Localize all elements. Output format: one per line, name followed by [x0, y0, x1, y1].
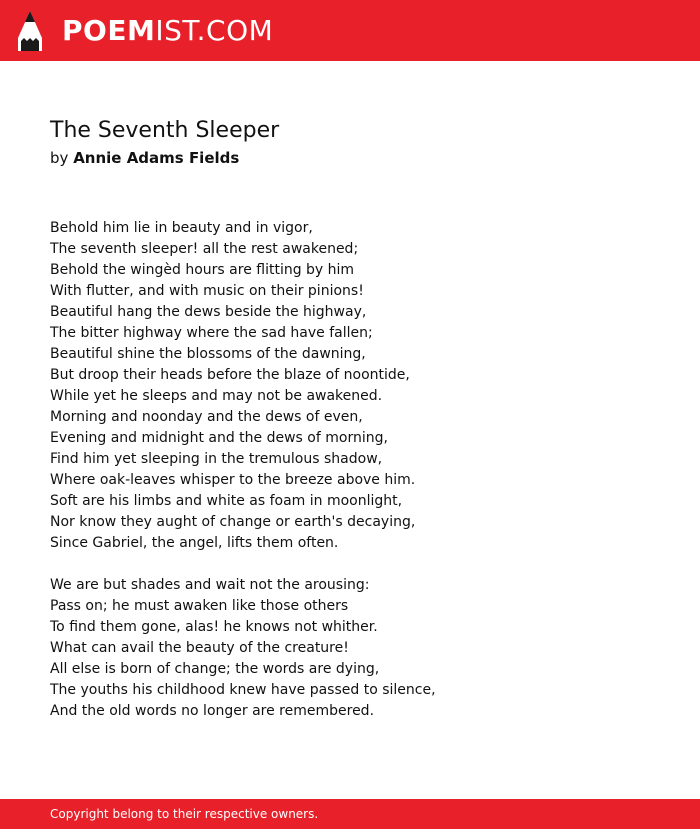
poem-line: Evening and midnight and the dews of morning, — [50, 430, 388, 446]
poem-title: The Seventh Sleeper — [50, 118, 280, 143]
poem-stanza — [50, 575, 670, 722]
poem-line: Pass on; he must awaken like those others — [50, 598, 349, 614]
site-footer — [0, 799, 700, 829]
site-header — [0, 0, 700, 61]
poem-line: Beautiful hang the dews beside the highway, — [50, 304, 367, 320]
poem-line: Behold him lie in beauty and in vigor, — [50, 220, 313, 236]
site-logo[interactable] — [62, 14, 273, 48]
logo-bold-text: POEM — [62, 14, 156, 47]
poem-line: Behold the wingèd hours are flitting by him — [50, 262, 355, 278]
poem-line: Soft are his limbs and white as foam in moonlight, — [50, 493, 403, 509]
poem-author: Annie Adams Fields — [73, 149, 240, 167]
poem-line: Where oak-leaves whisper to the breeze above him. — [50, 472, 416, 488]
poem-line: The seventh sleeper! all the rest awakened; — [50, 241, 359, 257]
poem-line: Beautiful shine the blossoms of the dawning, — [50, 346, 366, 362]
poem-line: To find them gone, alas! he knows not whither. — [50, 619, 378, 635]
poem-line: And the old words no longer are remembered. — [50, 703, 375, 719]
poem-line: Morning and noonday and the dews of even, — [50, 409, 363, 425]
pencil-tip-icon[interactable] — [16, 10, 44, 52]
poem-line: We are but shades and wait not the arousing: — [50, 577, 370, 593]
poem-line: The bitter highway where the sad have fallen; — [50, 325, 373, 341]
poem-line: But droop their heads before the blaze of noontide, — [50, 367, 410, 383]
poem-line: With flutter, and with music on their pinions! — [50, 283, 364, 299]
poem-line: The youths his childhood knew have passed to silence, — [50, 682, 436, 698]
poem-body — [50, 218, 670, 722]
poem-stanza — [50, 218, 670, 554]
poem-line: Since Gabriel, the angel, lifts them often. — [50, 535, 339, 551]
poem-line: All else is born of change; the words are dying, — [50, 661, 380, 677]
byline-prefix: by — [50, 149, 69, 167]
poem-line: While yet he sleeps and may not be awakened. — [50, 388, 383, 404]
poem-line: Nor know they aught of change or earth's decaying, — [50, 514, 416, 530]
poem-byline — [50, 148, 239, 168]
footer-copyright: Copyright belong to their respective owners. — [50, 807, 319, 821]
poem-line: Find him yet sleeping in the tremulous shadow, — [50, 451, 383, 467]
logo-light-text: IST.COM — [155, 14, 274, 47]
poem-line: What can avail the beauty of the creature! — [50, 640, 349, 656]
